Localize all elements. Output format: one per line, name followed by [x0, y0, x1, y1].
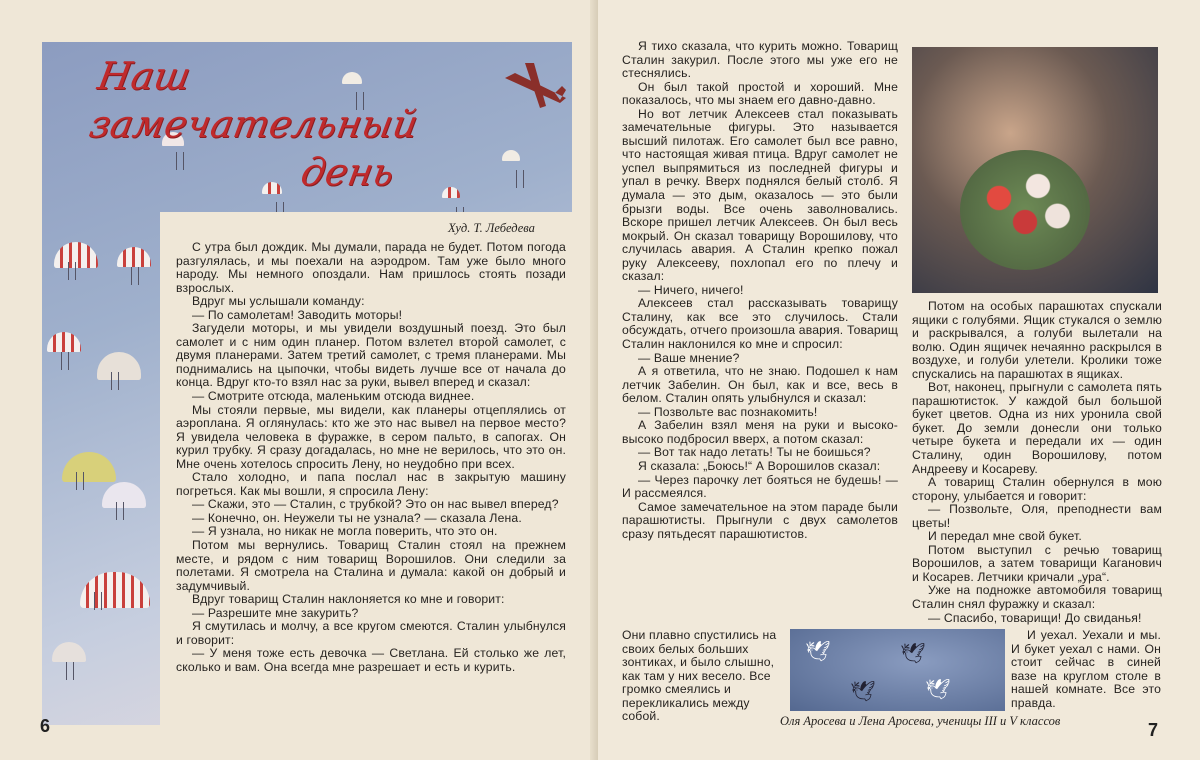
left-page: [0, 0, 598, 760]
paragraph: Потом на особых парашютах спускали ящики с голубями. Ящик стукался о землю и раскрывался, а голуби вылетали на волю. Один ящичек нечаянно раскрылся в воздухе, и голуби улетели. Кролики тоже спускались на парашютах в ящиках.: [912, 299, 1162, 381]
bouquet-photo-detail: [960, 150, 1090, 270]
title-line: Наш замечательный: [86, 54, 422, 146]
paragraph: — Спасибо, товарищи! До свиданья!: [928, 610, 1142, 625]
paragraph: Но вот летчик Алексеев стал показывать замечательные фигуры. Это называется высший пилотаж. Его самолет был все равно, что настоящая живая птица. Вдруг самолет не успел выпрямиться из последней фигуры и упал в речку. Вверх поднялся белый столб. Я думала — это дым, оказалось — это были брызги воды. Все очень заволновались. Вскоре пришел летчик Алексеев. Он был весь мокрый. Он сказал товарищу Ворошилову, что случилась авария. А Сталин крепко пожал руку Алексееву, похлопал его по плечу и сказал:: [622, 106, 898, 284]
dove-icon: 🕊: [900, 643, 926, 665]
paragraph: А Забелин взял меня на руки и высоко-высоко подбросил вверх, а потом сказал:: [622, 418, 898, 446]
paragraph: — Я узнала, но никак не могла поверить, что это он.: [192, 524, 498, 539]
paragraph: Я тихо сказала, что курить можно. Товарищ Сталин закурил. После этого мы уже его не стеснялись.: [622, 39, 898, 81]
paragraph: — Конечно, он. Неужели ты не узнала? — сказала Лена.: [192, 510, 522, 525]
dove-icon: 🕊: [925, 679, 951, 701]
article-text-wrap-right: [1011, 629, 1161, 710]
page-number: 6: [40, 716, 51, 736]
paragraph: — Позвольте, Оля, преподнести вам цветы!: [912, 502, 1162, 530]
paragraph: И передал мне свой букет.: [928, 529, 1082, 544]
article-text-column-2: [912, 300, 1162, 625]
paragraph: Потом мы вернулись. Товарищ Сталин стоял на прежнем месте, и рядом с ним товарищ Ворошилов. Они следили за полетами. Я смотрела на Сталина и думала: какой он добрый и задумчивый.: [176, 538, 566, 593]
paragraph: И уехал. Уехали и мы. И букет уехал с нами. Он стоит сейчас в синей вазе на круглом столе в нашей комнате. Все это правда.: [1011, 628, 1161, 710]
paragraph: — Разрешите мне закурить?: [192, 605, 359, 620]
paragraph: Уже на подножке автомобиля товарищ Сталин снял фуражку и сказал:: [912, 583, 1162, 612]
paragraph: Я смутилась и молчу, а все кругом смеются. Сталин улыбнулся и говорит:: [176, 619, 566, 647]
paragraph: — Ничего, ничего!: [638, 282, 744, 297]
page-number: 7: [1148, 720, 1159, 740]
paragraph: — Смотрите отсюда, маленьким отсюда виднее.: [192, 389, 475, 404]
paragraph: Потом выступил с речью товарищ Ворошилов, а затем товарищи Каганович и Косарев. Летчики кричали „ура“.: [912, 542, 1162, 584]
paragraph: Вот, наконец, прыгнули с самолета пять парашютисток. У каждой был большой букет цветов. Одна из них уронила свой букет. До земли донесли они только четыре букета и передали их — один Сталину, один Ворошилову, потом Андрееву и Косареву.: [912, 380, 1162, 476]
paragraph: Самое замечательное на этом параде были парашютисты. Прыгнули с двух самолетов сразу пятьдесят парашютистов.: [622, 499, 898, 541]
paragraph: Вдруг мы услышали команду:: [192, 294, 365, 309]
illustrator-credit: Худ. Т. Лебедева: [448, 221, 535, 235]
dove-icon: 🕊: [805, 641, 831, 663]
doves-illustration: [790, 629, 1005, 711]
paragraph: Они плавно спустились на своих белых больших зонтиках, и было слышно, как там у них весело. Все громко смеялись и перекликались между собой.: [622, 628, 777, 724]
paragraph: Он был такой простой и хороший. Мне показалось, что мы знаем его давно-давно.: [622, 79, 898, 108]
article-text-column-1: [622, 40, 898, 541]
title-line: день: [297, 150, 398, 194]
paragraph: Стало холодно, и папа послал нас в закрытую машину погреться. Как мы вошли, я спросила Лену:: [176, 470, 566, 498]
dove-icon: 🕊: [850, 681, 876, 703]
airplane-icon: [500, 58, 570, 118]
paragraph: Загудели моторы, и мы увидели воздушный поезд. Это был самолет и с ним один планер. Потом взлетел второй самолет, с двумя планерами. Затем третий самолет, с тремя планерами. Мы поднимались на цыпочки, чтобы видеть лучше все от начала до конца. Вдруг кто-то взял нас за руки, вывел вперед и сказал:: [176, 321, 566, 390]
paragraph: — Позвольте вас познакомить!: [638, 404, 818, 419]
article-title: [77, 52, 502, 196]
authors-credit: Оля Аросева и Лена Аросева, ученицы III и V классов: [780, 714, 1061, 728]
paragraph: А товарищ Сталин обернулся в мою сторону, улыбается и говорит:: [912, 475, 1162, 503]
paragraph: — У меня тоже есть девочка — Светлана. Ей столько же лет, сколько и вам. Она всегда мне разрешает и есть и курить.: [176, 646, 566, 674]
paragraph: А я ответила, что не знаю. Подошел к нам летчик Забелин. Он был, как и все, весь в белом. Сталин опять улыбнулся и сказал:: [622, 364, 898, 406]
paragraph: С утра был дождик. Мы думали, парада не будет. Потом погода разгулялась, и мы поехали на аэродром. Там уже было много народу. Мы немного опоздали. Нам пришлось стоять позади взрослых.: [176, 240, 566, 295]
article-text-left: [176, 241, 566, 675]
paragraph: — Скажи, это — Сталин, с трубкой? Это он нас вывел вперед?: [192, 497, 559, 512]
paragraph: Мы стояли первые, мы видели, как планеры отцеплялись от аэроплана. Я оглянулась: кто же это нас вывел на первое место? Я увидела человека в фуражке, в сером пальто, в сапогах. Он курил трубку. Я сразу догадалась, но мне не верилось, что это он. Мне очень хотелось спросить Лену, но неудобно при всех.: [176, 402, 566, 471]
paragraph: — Вот так надо летать! Ты не боишься?: [638, 445, 871, 460]
paragraph: Вдруг товарищ Сталин наклоняется ко мне и говорит:: [192, 592, 505, 607]
paragraph: — Ваше мнение?: [638, 350, 740, 365]
paragraph: — По самолетам! Заводить моторы!: [192, 307, 403, 322]
paragraph: — Через парочку лет бояться не будешь! — И рассмеялся.: [622, 472, 898, 501]
article-text-wrap-left: [622, 629, 784, 724]
paragraph: Алексеев стал рассказывать товарищу Сталину, как все это случилось. Стали обсуждать, отчего произошла авария. Товарищ Сталин наклонился ко мне и спросил:: [622, 296, 898, 352]
paragraph: Я сказала: „Боюсь!“ А Ворошилов сказал:: [638, 458, 881, 473]
